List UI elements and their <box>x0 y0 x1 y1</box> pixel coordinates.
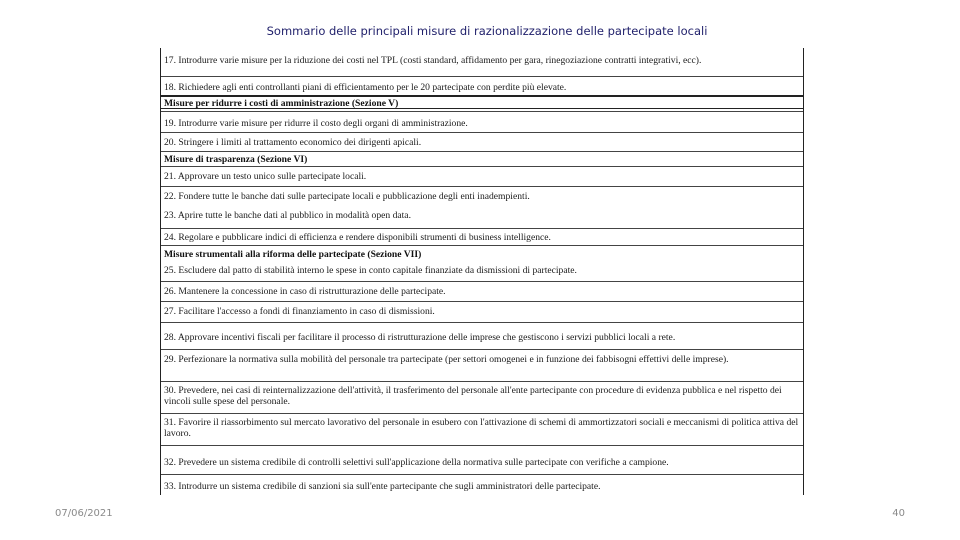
table-row <box>161 117 803 131</box>
measure-26-text: 26. Mantenere la concessione in caso di ristrutturazione delle partecipate. <box>164 286 446 297</box>
measure-20-text: 20. Stringere i limiti al trattamento economico dei dirigenti apicali. <box>164 137 422 148</box>
measure-32-text: 32. Prevedere un sistema credibile di controlli selettivi sull'applicazione della normativa sulle partecipate con verifiche a campione. <box>164 457 669 468</box>
measure-31-text: 31. Favorire il riassorbimento sul mercato lavorativo del personale in esubero con l'attivazione di schemi di ammortizzatori sociali e meccanismi di politica attiva del lavoro. <box>164 417 799 439</box>
measure-22-text: 22. Fondere tutte le banche dati sulle partecipate locali e pubblicazione degli enti inadempienti. <box>164 191 530 202</box>
measure-25-text: 25. Escludere dal patto di stabilità interno le spese in conto capitale finanziate da dismissioni di partecipate. <box>164 265 577 276</box>
row-divider <box>161 445 803 446</box>
measures-table <box>160 48 804 495</box>
measure-19-text: 19. Introdurre varie misure per ridurre il costo degli organi di amministrazione. <box>164 118 468 129</box>
slide-page-number: 40 <box>892 508 905 519</box>
row-divider <box>161 349 803 350</box>
table-row <box>161 170 803 184</box>
section-header-v <box>161 95 803 109</box>
row-divider <box>161 166 803 167</box>
row-divider <box>161 474 803 475</box>
table-row <box>161 456 803 470</box>
table-row <box>161 331 803 345</box>
table-row <box>161 54 803 76</box>
section-vi-title: Misure di trasparenza (Sezione VI) <box>164 154 308 165</box>
measure-30-text: 30. Prevedere, nei casi di reinternalizzazione dell'attività, il trasferimento del personale all'ente partecipante con procedure di evidenza pubblica e nel rispetto dei vincoli sulle spese del personale. <box>164 385 782 407</box>
table-row <box>161 264 803 278</box>
row-divider <box>161 413 803 414</box>
measure-24-text: 24. Regolare e pubblicare indici di efficienza e rendere disponibili strumenti di business intelligence. <box>164 232 551 243</box>
measure-21-text: 21. Approvare un testo unico sulle partecipate locali. <box>164 171 367 182</box>
table-row <box>161 136 803 150</box>
row-divider <box>161 76 803 77</box>
row-divider <box>161 281 803 282</box>
table-row <box>161 480 803 494</box>
row-divider <box>161 301 803 302</box>
table-row <box>161 384 803 412</box>
table-row <box>161 209 803 223</box>
table-row <box>161 305 803 319</box>
measure-27-text: 27. Facilitare l'accesso a fondi di finanziamento in caso di dismissioni. <box>164 306 435 317</box>
table-row <box>161 231 803 245</box>
slide-date: 07/06/2021 <box>55 508 113 519</box>
row-divider <box>161 228 803 229</box>
table-row <box>161 353 803 381</box>
row-divider <box>161 381 803 382</box>
table-row <box>161 190 803 204</box>
table-row <box>161 416 803 444</box>
measure-18-text: 18. Richiedere agli enti controllanti piani di efficientamento per le 20 partecipate con perdite più elevate. <box>164 82 567 93</box>
measure-29-text: 29. Perfezionare la normativa sulla mobilità del personale tra partecipate (per settori omogenei e in funzione dei fabbisogni effettivi delle imprese). <box>164 354 729 365</box>
measure-28-text: 28. Approvare incentivi fiscali per facilitare il processo di ristrutturazione delle imprese che gestiscono i servizi pubblici locali a rete. <box>164 332 676 343</box>
section-v-title: Misure per ridurre i costi di amministrazione (Sezione V) <box>164 98 399 109</box>
row-divider <box>161 132 803 133</box>
row-divider <box>161 322 803 323</box>
table-row <box>161 285 803 299</box>
row-divider <box>161 186 803 187</box>
slide-title: Sommario delle principali misure di razionalizzazione delle partecipate locali <box>266 24 708 38</box>
measure-23-text: 23. Aprire tutte le banche dati al pubblico in modalità open data. <box>164 210 411 221</box>
measure-33-text: 33. Introdurre un sistema credibile di sanzioni sia sull'ente partecipante che sugli amministratori delle partecipate. <box>164 481 601 492</box>
measure-17-text: 17. Introdurre varie misure per la riduzione dei costi nel TPL (costi standard, affidamento per gara, rinegoziazione contratti integrativi, ecc). <box>164 55 702 66</box>
section-header-vi <box>161 152 803 166</box>
section-header-vii <box>161 247 803 260</box>
row-divider <box>161 111 803 112</box>
section-vii-title: Misure strumentali alla riforma delle partecipate (Sezione VII) <box>164 249 422 260</box>
table-row <box>161 81 803 95</box>
row-divider <box>161 245 803 246</box>
